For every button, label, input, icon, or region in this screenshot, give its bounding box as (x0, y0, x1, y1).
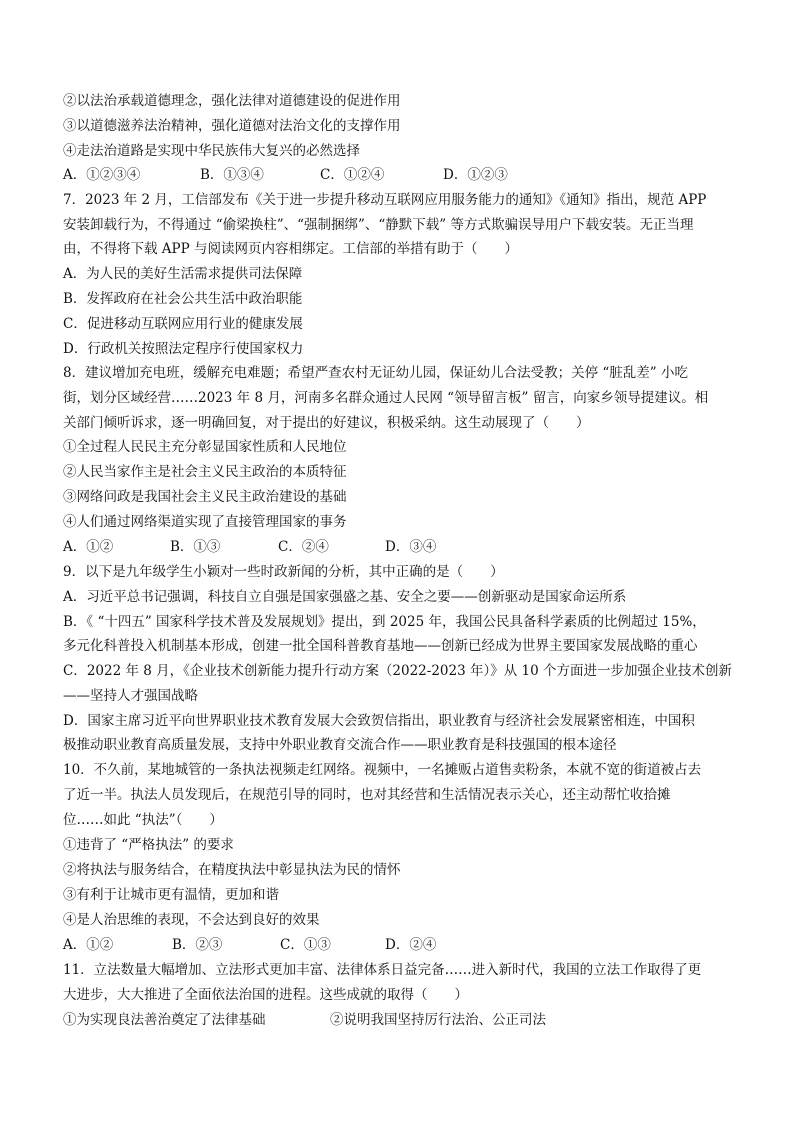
q9-option-c-line-2: ——坚持人才强国战略 (63, 688, 198, 704)
q8-statement-4: ④人们通过网络渠道实现了直接管理国家的事务 (63, 514, 347, 530)
q10-statement-4: ④是人治思维的表现，不会达到良好的效果 (63, 912, 320, 928)
q10-option-d: D．②④ (385, 937, 437, 953)
q9-text: 9．以下是九年级学生小颖对一些时政新闻的分析，其中正确的是（ ） (63, 564, 504, 580)
q9-option-b-line-1: B．《 “十四五” 国家科学技术普及发展规划》提出，到 2025 年，我国公民具备科学素质的比例超过 15%， (63, 614, 706, 630)
q10-statement-3: ③有利于让城市更有温情，更加和谐 (63, 887, 279, 903)
q10-statement-2: ②将执法与服务结合，在精度执法中彰显执法为民的情怀 (63, 862, 401, 878)
q8-statement-2: ②人民当家作主是社会主义民主政治的本质特征 (63, 464, 347, 480)
statement-3: ③以道德滋养法治精神，强化道德对法治文化的支撑作用 (63, 118, 401, 134)
q9-option-a: A．习近平总书记强调，科技自立自强是国家强盛之基、安全之要——创新驱动是国家命运所系 (63, 589, 627, 605)
statement-2: ②以法治承载道德理念，强化法律对道德建设的促进作用 (63, 93, 401, 109)
q9-option-c-line-1: C．2022 年 8 月，《企业技术创新能力提升行动方案（2022-2023 年）》从 10 个方面进一步加强企业技术创新 (63, 663, 732, 679)
q7-option-a: A．为人民的美好生活需求提供司法保障 (63, 266, 303, 282)
statement-4: ④走法治道路是实现中华民族伟大复兴的必然选择 (63, 143, 360, 159)
q8-option-d: D．③④ (385, 539, 437, 555)
q8-text-line-3: 关部门倾听诉求，逐一明确回复，对于提出的好建议，积极采纳。这生动展现了（ ） (63, 415, 590, 431)
q6-option-b: B．①③④ (200, 167, 264, 183)
q10-text-line-3: 位……如此 “执法”（ ） (63, 812, 223, 828)
q11-text-line-2: 大进步，大大推进了全面依法治国的进程。这些成就的取得（ ） (63, 987, 468, 1003)
q10-option-c: C．①③ (280, 937, 331, 953)
q7-option-b: B．发挥政府在社会公共生活中政治职能 (63, 291, 303, 307)
q7-text-line-3: 由，不得将下载 APP 与阅读网页内容相绑定。工信部的举措有助于（ ） (63, 241, 518, 257)
q6-option-c: C．①②④ (320, 167, 385, 183)
q8-text-line-1: 8．建议增加充电班，缓解充电难题；希望严查农村无证幼儿园，保证幼儿合法受教；关停 “脏乱差” 小吃 (63, 365, 688, 381)
q9-option-d-line-1: D．国家主席习近平向世界职业技术教育发展大会致贺信指出，职业教育与经济社会发展紧密相连，中国积 (63, 713, 695, 729)
q8-option-b: B．①③ (170, 539, 221, 555)
q8-statement-3: ③网络问政是我国社会主义民主政治建设的基础 (63, 489, 347, 505)
q8-option-c: C．②④ (278, 539, 329, 555)
q7-text-line-1: 7．2023 年 2 月，工信部发布《关于进一步提升移动互联网应用服务能力的通知》《通知》指出，规范 APP (63, 192, 707, 208)
q10-option-a: A．①② (63, 937, 114, 953)
q11-statement-1: ①为实现良法善治奠定了法律基础 (63, 1012, 266, 1028)
q10-text-line-2: 了近一半。执法人员发现后，在规范引导的同时，也对其经营和生活情况表示关心，还主动帮忙收拾摊 (63, 787, 671, 803)
q9-option-b-line-2: 多元化科普投入机制基本形成，创建一批全国科普教育基地——创新已经成为世界主要国家发展战略的重心 (63, 638, 698, 654)
q9-option-d-line-2: 极推动职业教育高质量发展，支持中外职业教育交流合作——职业教育是科技强国的根本途径 (63, 737, 617, 753)
q11-statement-2: ②说明我国坚持厉行法治、公正司法 (330, 1012, 546, 1028)
q7-text-line-2: 安装卸载行为，不得通过 “偷梁换柱”、“强制捆绑”、“静默下载” 等方式欺骗误导用户下载安装。无正当理 (63, 217, 694, 233)
q11-text-line-1: 11．立法数量大幅增加、立法形式更加丰富、法律体系日益完备……进入新时代，我国的立法工作取得了更 (63, 962, 702, 978)
q10-option-b: B．②③ (172, 937, 223, 953)
q10-text-line-1: 10．不久前，某地城管的一条执法视频走红网络。视频中，一名摊贩占道售卖粉条，本就不宽的街道被占去 (63, 762, 702, 778)
q7-option-c: C．促进移动互联网应用行业的健康发展 (63, 316, 303, 332)
q6-option-a: A．①②③④ (63, 167, 141, 183)
q10-statement-1: ①违背了 “严格执法” 的要求 (63, 837, 234, 853)
q6-option-d: D．①②③ (443, 167, 508, 183)
q7-option-d: D．行政机关按照法定程序行使国家权力 (63, 341, 304, 357)
q8-text-line-2: 街，划分区域经营……2023 年 8 月，河南多名群众通过人民网 “领导留言板” 留言，向家乡领导提建议。相 (63, 390, 709, 406)
q8-statement-1: ①全过程人民民主充分彰显国家性质和人民地位 (63, 439, 347, 455)
q8-option-a: A．①② (63, 539, 114, 555)
